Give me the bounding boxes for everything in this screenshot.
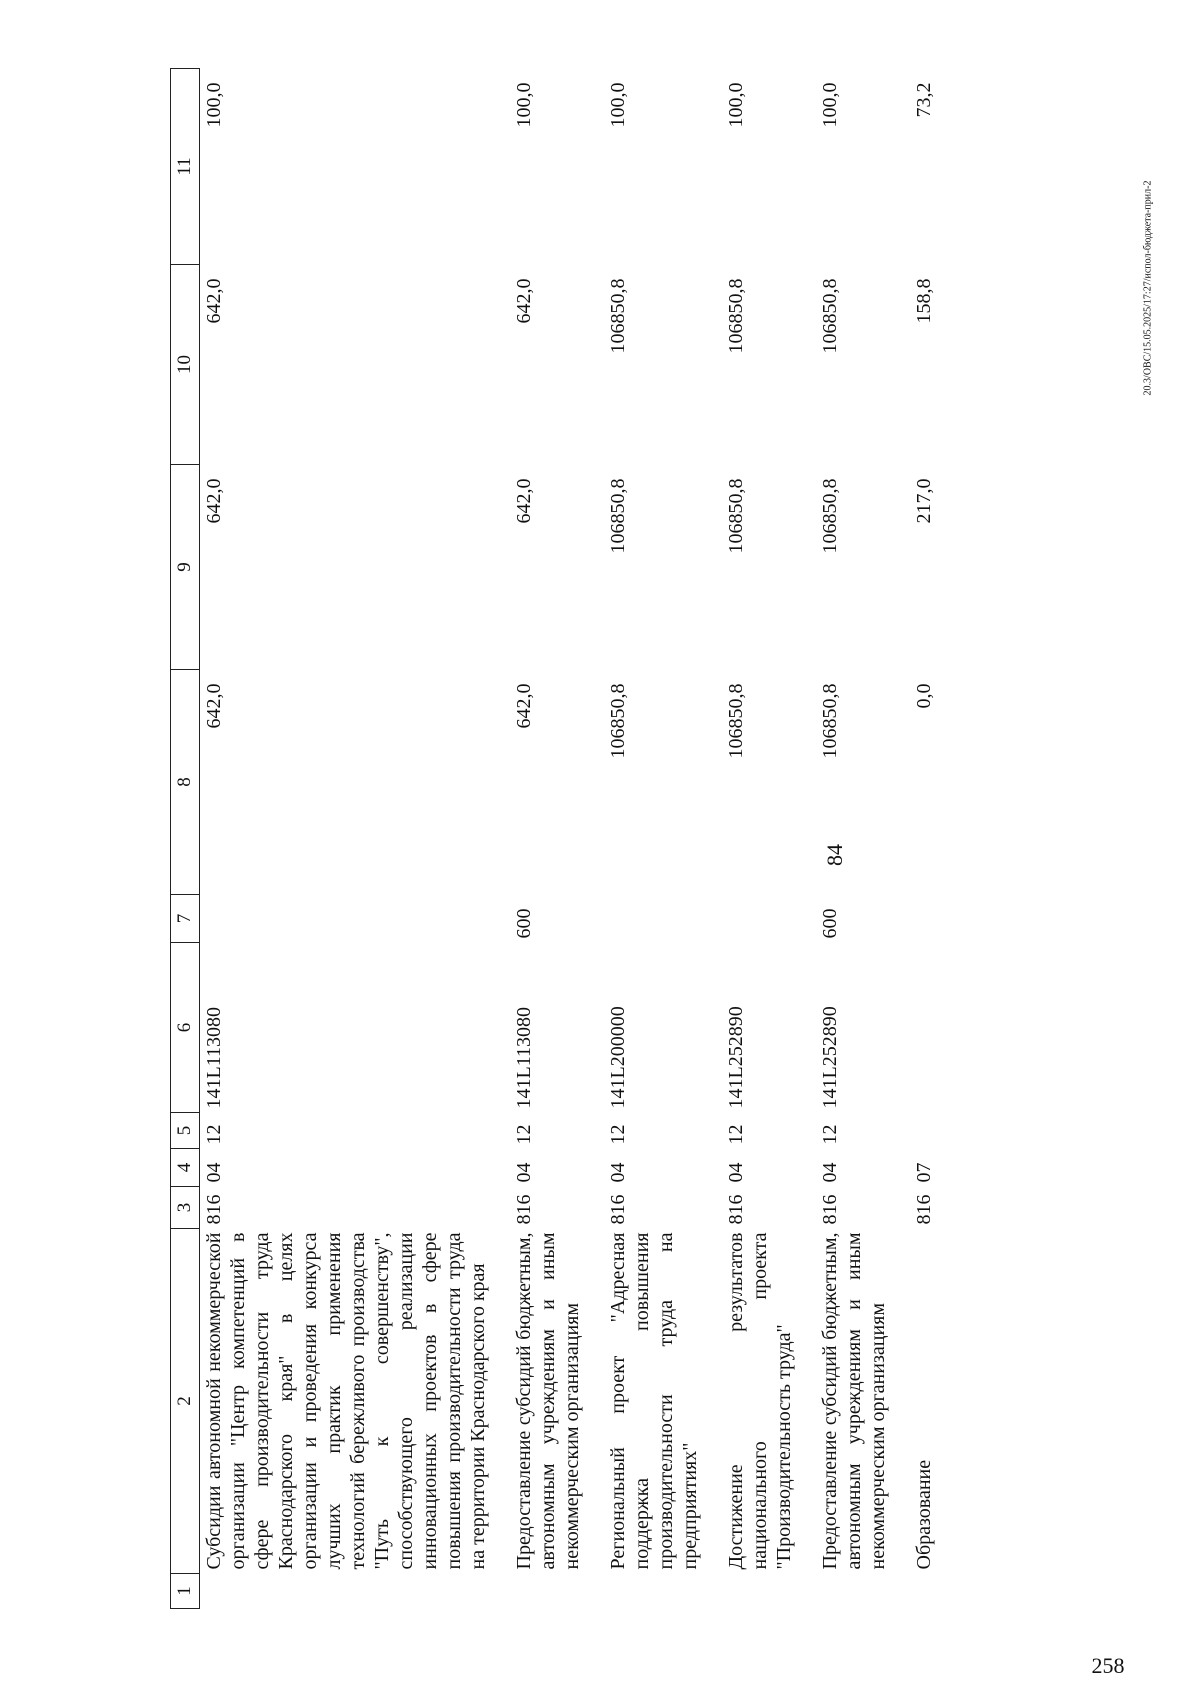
refined-amount-cell: 642,0 bbox=[513, 478, 535, 524]
executed-amount-cell: 106850,8 bbox=[725, 278, 747, 354]
refined-amount-cell: 106850,8 bbox=[725, 478, 747, 554]
column-number-cell: 2 bbox=[171, 1229, 200, 1574]
table-row bbox=[912, 69, 958, 1609]
table-row bbox=[200, 69, 513, 1609]
executed-amount-cell: 642,0 bbox=[203, 278, 225, 324]
page-number-top: 84 bbox=[822, 844, 847, 866]
target-article-cell bbox=[912, 943, 958, 1113]
admin-code-cell: 816 bbox=[819, 1194, 841, 1225]
table-row bbox=[818, 69, 912, 1609]
row-empty-cell bbox=[606, 1574, 724, 1609]
row-empty-cell bbox=[200, 1574, 513, 1609]
execution-percent-cell: 73,2 bbox=[913, 82, 935, 118]
refined-amount-cell: 217,0 bbox=[913, 478, 935, 524]
row-name-cell: Предоставление субсидий бюджетным, автономным учреждениям и иным некоммерческим организациям bbox=[513, 1232, 583, 1570]
approved-amount-cell: 0,0 bbox=[913, 683, 935, 709]
table-row bbox=[606, 69, 724, 1609]
budget-table bbox=[170, 68, 958, 1609]
admin-code-cell: 816 bbox=[725, 1194, 747, 1225]
subsection-cell: 12 bbox=[607, 1124, 629, 1145]
subsection-cell: 12 bbox=[203, 1124, 225, 1145]
approved-amount-cell: 642,0 bbox=[203, 683, 225, 729]
rotated-page-content bbox=[170, 69, 960, 1609]
approved-amount-cell: 106850,8 bbox=[725, 683, 747, 759]
subsection-cell: 12 bbox=[819, 1124, 841, 1145]
subsection-cell: 12 bbox=[513, 1124, 535, 1145]
column-number-cell: 8 bbox=[171, 670, 200, 895]
row-empty-cell bbox=[724, 1574, 818, 1609]
column-number-cell: 3 bbox=[171, 1187, 200, 1229]
target-article-cell: 141L200000 bbox=[607, 1006, 629, 1109]
expense-type-cell bbox=[606, 895, 724, 943]
table-row bbox=[724, 69, 818, 1609]
approved-amount-cell: 106850,8 bbox=[819, 683, 841, 759]
section-cell: 04 bbox=[819, 1162, 841, 1183]
expense-type-cell bbox=[724, 895, 818, 943]
section-cell: 04 bbox=[513, 1162, 535, 1183]
expense-type-cell bbox=[912, 895, 958, 943]
section-cell: 04 bbox=[607, 1162, 629, 1183]
admin-code-cell: 816 bbox=[913, 1194, 935, 1225]
row-empty-cell bbox=[512, 1574, 606, 1609]
admin-code-cell: 816 bbox=[513, 1194, 535, 1225]
target-article-cell: 141L113080 bbox=[513, 1007, 535, 1109]
refined-amount-cell: 106850,8 bbox=[607, 478, 629, 554]
section-cell: 04 bbox=[203, 1162, 225, 1183]
row-name-cell: Предоставление субсидий бюджетным, автономным учреждениям и иным некоммерческим организациям bbox=[819, 1232, 889, 1570]
column-number-cell: 5 bbox=[171, 1113, 200, 1149]
row-name-cell: Образование bbox=[913, 1459, 935, 1570]
column-number-cell: 6 bbox=[171, 943, 200, 1113]
column-number-cell: 7 bbox=[171, 895, 200, 943]
table-body bbox=[171, 69, 959, 1609]
section-cell: 04 bbox=[725, 1162, 747, 1183]
column-number-row bbox=[171, 69, 200, 1609]
column-number-cell: 11 bbox=[171, 69, 200, 265]
execution-percent-cell: 100,0 bbox=[607, 82, 629, 128]
row-name-cell: Достижение результатов национального проекта "Производительность труда" bbox=[725, 1232, 795, 1570]
column-number-cell: 10 bbox=[171, 265, 200, 465]
executed-amount-cell: 106850,8 bbox=[819, 278, 841, 354]
column-number-cell: 1 bbox=[171, 1574, 200, 1609]
executed-amount-cell: 158,8 bbox=[913, 278, 935, 324]
admin-code-cell: 816 bbox=[607, 1194, 629, 1225]
row-name-cell: Региональный проект "Адресная поддержка повышения производительности труда на предприятиях" bbox=[607, 1232, 701, 1570]
execution-percent-cell: 100,0 bbox=[819, 82, 841, 128]
subsection-cell: 12 bbox=[725, 1124, 747, 1145]
row-empty-cell bbox=[912, 1574, 958, 1609]
table-row bbox=[512, 69, 606, 1609]
execution-percent-cell: 100,0 bbox=[513, 82, 535, 128]
row-name-cell: Субсидии автономной некоммерческой организации "Центр компетенций в сфере производительности труда Краснодарского края" в целях организации и проведения конкурса лучших практик применения технологий бережливого производства "Путь к совершенству", способствующего реализации инновационных проектов в сфере повышения производительности труда на территории Краснодарского края bbox=[203, 1232, 489, 1570]
execution-percent-cell: 100,0 bbox=[725, 82, 747, 128]
target-article-cell: 141L113080 bbox=[203, 1007, 225, 1109]
approved-amount-cell: 106850,8 bbox=[607, 683, 629, 759]
target-article-cell: 141L252890 bbox=[725, 1006, 747, 1109]
expense-type-cell bbox=[200, 895, 513, 943]
refined-amount-cell: 642,0 bbox=[203, 478, 225, 524]
subsection-cell bbox=[912, 1113, 958, 1149]
page-number-bottom: 258 bbox=[1091, 1653, 1125, 1678]
section-cell: 07 bbox=[913, 1162, 935, 1183]
executed-amount-cell: 642,0 bbox=[513, 278, 535, 324]
approved-amount-cell: 642,0 bbox=[513, 683, 535, 729]
execution-percent-cell: 100,0 bbox=[203, 82, 225, 128]
column-number-cell: 4 bbox=[171, 1149, 200, 1187]
executed-amount-cell: 106850,8 bbox=[607, 278, 629, 354]
expense-type-cell: 600 bbox=[513, 908, 535, 939]
admin-code-cell: 816 bbox=[203, 1194, 225, 1225]
target-article-cell: 141L252890 bbox=[819, 1006, 841, 1109]
refined-amount-cell: 106850,8 bbox=[819, 478, 841, 554]
file-stamp: 20.3/ОВС/15.05.2025/17:27/испол-бюджета-прил-2 bbox=[1142, 180, 1154, 396]
column-number-cell: 9 bbox=[171, 465, 200, 670]
row-empty-cell bbox=[818, 1574, 912, 1609]
expense-type-cell: 600 bbox=[819, 908, 841, 939]
